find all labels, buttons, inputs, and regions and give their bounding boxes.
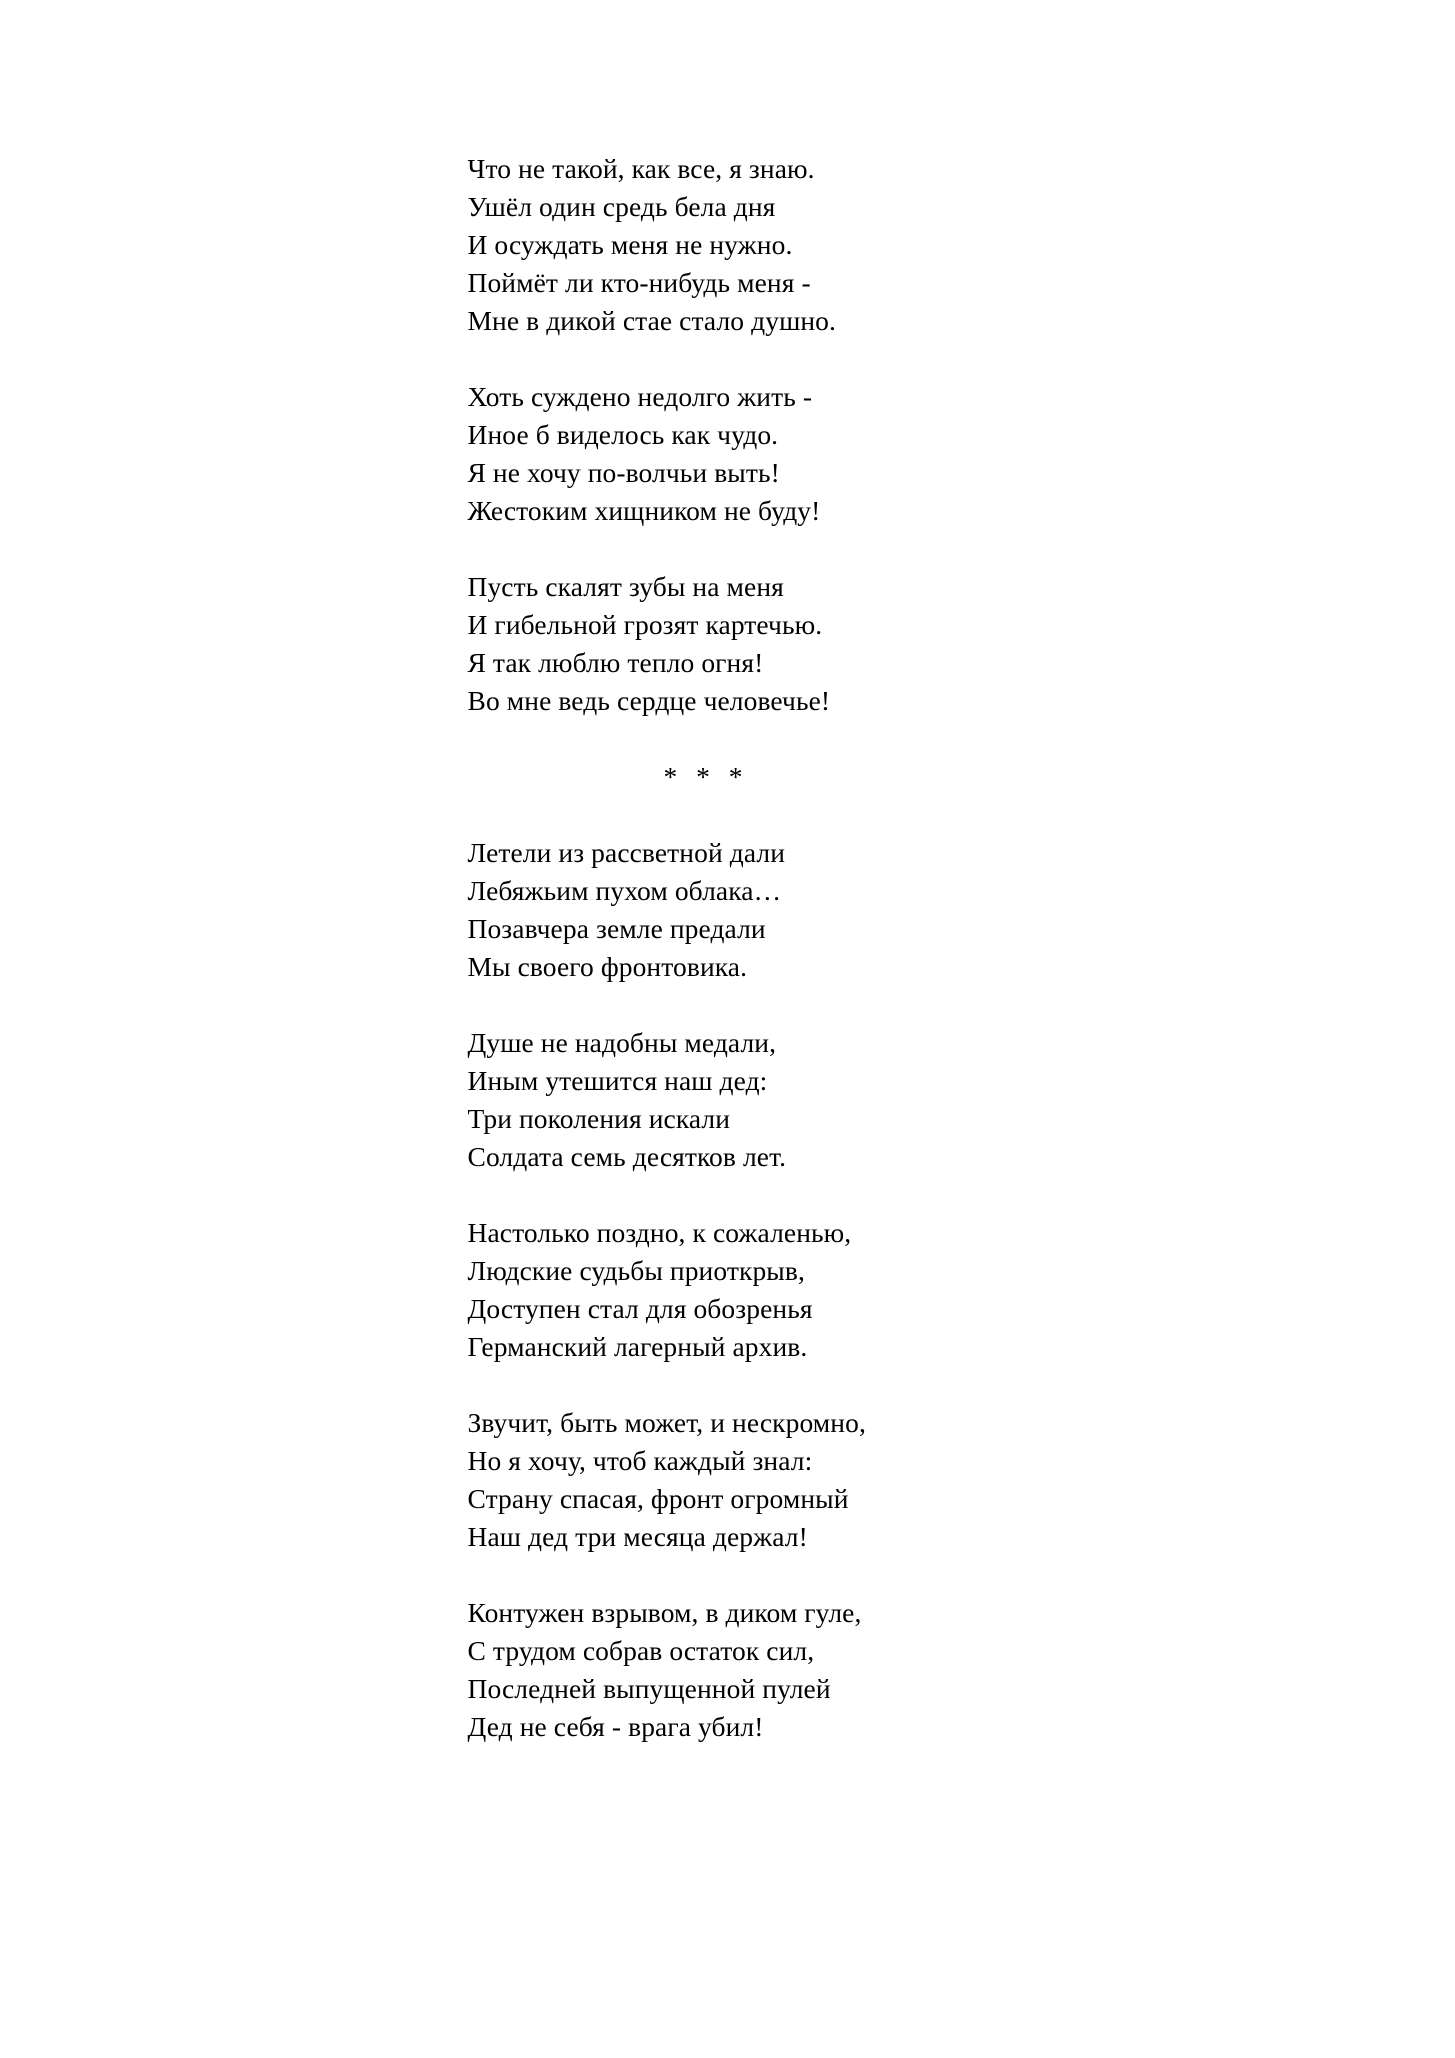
poem-line: Настолько поздно, к сожаленью,: [467, 1217, 852, 1248]
stanza: [468, 378, 1168, 530]
poem-line: И гибельной грозят картечью.: [467, 609, 823, 640]
poem-body: [288, 150, 1168, 1746]
stanza: [468, 568, 1168, 720]
poem-line: Доступен стал для обозренья: [467, 1293, 813, 1324]
poem-line: Душе не надобны медали,: [467, 1027, 777, 1058]
poem-line: Я так люблю тепло огня!: [467, 647, 764, 678]
poem-line: Ушёл один средь бела дня: [467, 191, 776, 222]
poem-line: Три поколения искали: [467, 1103, 731, 1134]
poem-line: Во мне ведь сердце человечье!: [467, 685, 831, 716]
poem-line: Германский лагерный архив.: [467, 1331, 808, 1362]
poem-line: Дед не себя - врага убил!: [467, 1711, 764, 1742]
stanza: [468, 1214, 1168, 1366]
stanza: [468, 150, 1168, 340]
poem-line: Людские судьбы приоткрыв,: [467, 1255, 805, 1286]
stanza: [468, 834, 1168, 986]
stanza: [468, 1024, 1168, 1176]
poem-line: Хоть суждено недолго жить -: [467, 381, 813, 412]
poem-line: Иное б виделось как чудо.: [467, 419, 779, 450]
poem-line: Но я хочу, чтоб каждый знал:: [467, 1445, 813, 1476]
poem-line: Страну спасая, фронт огромный: [467, 1483, 849, 1514]
poem-line: С трудом собрав остаток сил,: [467, 1635, 815, 1666]
poem-line: Контужен взрывом, в диком гуле,: [467, 1597, 862, 1628]
poem-line: Я не хочу по-волчьи выть!: [467, 457, 780, 488]
poem-line: Солдата семь десятков лет.: [467, 1141, 787, 1172]
poem-line: Иным утешится наш дед:: [467, 1065, 768, 1096]
poem-line: Лебяжьим пухом облака…: [467, 875, 782, 906]
stanza: [468, 1404, 1168, 1556]
poem-line: Жестоким хищником не буду!: [467, 495, 821, 526]
stanza-separator: * * *: [663, 761, 749, 792]
stanza: [468, 1594, 1168, 1746]
poem-line: Что не такой, как все, я знаю.: [467, 153, 815, 184]
poem-line: Поймёт ли кто-нибудь меня -: [467, 267, 811, 298]
poem-line: И осуждать меня не нужно.: [467, 229, 793, 260]
poem-line: Наш дед три месяца держал!: [467, 1521, 808, 1552]
poem-line: Мне в дикой стае стало душно.: [467, 305, 836, 336]
poem-line: Позавчера земле предали: [467, 913, 766, 944]
poem-line: Последней выпущенной пулей: [467, 1673, 831, 1704]
poem-line: Мы своего фронтовика.: [467, 951, 748, 982]
poem-line: Летели из рассветной дали: [467, 837, 786, 868]
poem-line: Звучит, быть может, и нескромно,: [467, 1407, 866, 1438]
poem-line: Пусть скалят зубы на меня: [467, 571, 784, 602]
